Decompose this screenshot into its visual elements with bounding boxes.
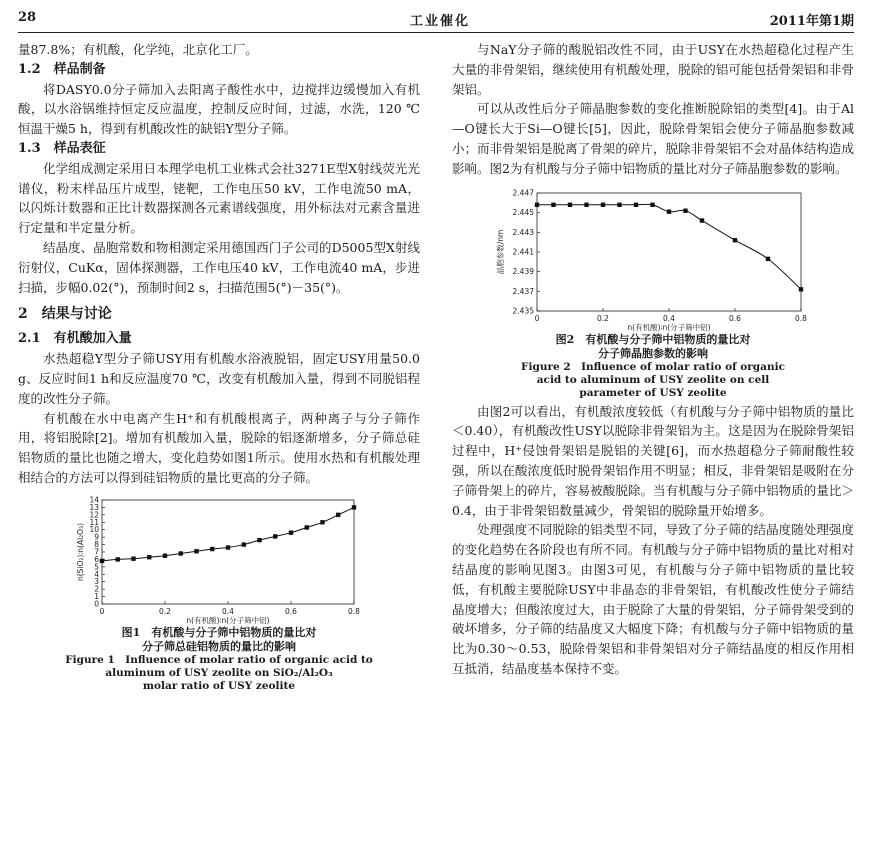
paragraph: 水热超稳Y型分子筛USY用有机酸水浴液脱铝，固定USY用量50.0 g、反应时间1 h和反应温度70 ℃，改变有机酸加入量，得到不同脱铝程度的改性分子筛。 — [18, 351, 420, 406]
y-tick-label: 2.441 — [512, 247, 534, 257]
y-tick-label: 7 — [94, 547, 99, 557]
y-tick-label: 10 — [89, 524, 99, 534]
series-line — [102, 507, 354, 560]
data-point — [535, 202, 539, 206]
figure-caption: 分子筛总硅铝物质的量比的影响 — [142, 639, 296, 653]
paragraph: 结晶度、晶胞常数和物相测定采用德国西门子公司的D5005型X射线衍射仪，CuKα，固体探测器，工作电压40 kV，工作电流40 mA，步进扫描，步幅0.02(°)，预制时间2 s，扫描范围5(°)－35(°)。 — [18, 239, 420, 295]
data-point — [799, 287, 803, 291]
y-tick-label: 2.435 — [512, 306, 534, 316]
data-point — [584, 202, 588, 206]
y-tick-label: 0 — [94, 599, 99, 609]
y-tick-label: 2.447 — [512, 188, 534, 198]
right-column — [452, 40, 854, 679]
y-tick-label: 9 — [94, 532, 99, 542]
figure-caption: parameter of USY zeolite — [579, 386, 727, 399]
x-axis-label: n(有机酸)∶n(分子筛中铝) — [186, 615, 270, 625]
data-point — [179, 551, 183, 555]
y-tick-label: 4 — [94, 569, 99, 579]
data-point — [683, 208, 687, 212]
data-point — [273, 534, 277, 538]
y-axis-label: n(SiO₂)∶n(Al₂O₃) — [76, 522, 85, 581]
section-heading: 1.3 样品表征 — [18, 140, 106, 156]
chart-axes — [495, 188, 807, 332]
data-point — [667, 209, 671, 213]
data-point — [650, 202, 654, 206]
data-point — [210, 547, 214, 551]
paragraph: 量87.8%；有机酸，化学纯，北京化工厂。 — [18, 42, 258, 57]
y-tick-label: 3 — [94, 576, 99, 586]
data-point — [617, 202, 621, 206]
section-heading: 2.1 有机酸加入量 — [18, 331, 132, 347]
y-tick-label: 1 — [94, 591, 99, 601]
data-point — [320, 520, 324, 524]
data-point — [766, 256, 770, 260]
y-tick-label: 2.443 — [512, 227, 534, 237]
figure-caption: 分子筛晶胞参数的影响 — [598, 346, 708, 360]
data-point — [336, 512, 340, 516]
y-tick-label: 14 — [89, 495, 99, 505]
y-tick-label: 2.437 — [512, 286, 534, 296]
data-point — [568, 202, 572, 206]
y-tick-label: 6 — [94, 554, 99, 564]
data-point — [601, 202, 605, 206]
header-rule — [18, 32, 854, 33]
data-point — [147, 555, 151, 559]
x-tick-label: 0.4 — [222, 606, 234, 616]
y-tick-label: 12 — [89, 510, 99, 520]
x-tick-label: 0.6 — [285, 606, 297, 616]
x-axis-label: n(有机酸)∶n(分子筛中铝) — [627, 322, 711, 332]
x-tick-label: 0 — [534, 313, 540, 323]
data-point — [289, 530, 293, 534]
x-tick-label: 0.8 — [795, 313, 807, 323]
y-axis-label: 晶胞参数/nm — [496, 229, 505, 274]
x-tick-label: 0.4 — [663, 313, 675, 323]
figure-caption: aluminum of USY zeolite on SiO₂/Al₂O₃ — [105, 666, 333, 679]
data-point — [116, 557, 120, 561]
y-tick-label: 2.439 — [512, 266, 534, 276]
data-point — [305, 525, 309, 529]
series-line — [537, 204, 801, 289]
x-tick-label: 0.6 — [729, 313, 741, 323]
journal-name: 工业催化 — [410, 14, 471, 29]
figure-caption: molar ratio of USY zeolite — [142, 679, 296, 692]
y-tick-label: 2 — [94, 584, 99, 594]
figure-caption: acid to aluminum of USY zeolite on cell — [536, 373, 770, 386]
data-point — [733, 238, 737, 242]
paragraph: 可以从改性后分子筛晶胞参数的变化推断脱除铝的类型[4]。由于Al—O键长大于Si—O键长[5]，因此，脱除骨架铝会使分子筛晶胞参数减小；而非骨架铝是脱离了骨架的碎片，脱除非骨架铝不会对晶体结构造成影响。图2为有机酸与分子筛中铝物质的量比对分子筛晶胞参数的影响。 — [452, 101, 854, 176]
paragraph: 化学组成测定采用日本理学电机工业株式会社3271E型X射线荧光光谱仪，粉末样品压片成型，铑靶，工作电压50 kV，工作电流50 mA，以闪烁计数器和正比计数器探测各元素谱线强度，用外标法对元素含量进行定量和半定量分析。 — [18, 160, 420, 236]
figure-caption: Figure 1 Influence of molar ratio of organic acid to — [65, 653, 373, 666]
figure-2-chart — [493, 185, 813, 333]
data-point — [100, 558, 104, 562]
paragraph: 有机酸在水中电离产生H⁺和有机酸根离子，两种离子与分子筛作用，将铝脱除[2]。增加有机酸加入量，脱除的铝逐渐增多，分子筛总硅铝物质的量比也随之增大，变化趋势如图1所示。使用水热和有机酸处理相结合的方法可以得到硅铝物质的量比更高的分子筛。 — [18, 410, 420, 485]
data-point — [352, 505, 356, 509]
section-heading: 1.2 样品制备 — [18, 61, 106, 77]
figure-caption: 图2 有机酸与分子筛中铝物质的量比对 — [555, 332, 751, 346]
x-tick-label: 0 — [99, 606, 105, 616]
data-point — [634, 202, 638, 206]
data-point — [163, 553, 167, 557]
figure-2 — [452, 185, 854, 400]
paragraph: 将DASY0.0分子筛加入去阳离子酸性水中，边搅拌边缓慢加入有机酸，以水浴锅维持恒定反应温度，控制反应时间，过滤，水洗，120 ℃恒温干燥5 h，得到有机酸改性的缺铝Y型分子筛。 — [18, 81, 420, 137]
paragraph: 与NaY分子筛的酸脱铝改性不同，由于USY在水热超稳化过程产生大量的非骨架铝，继续使用有机酸处理，脱除的铝可能包括骨架铝和非骨架铝。 — [452, 42, 854, 97]
y-tick-label: 5 — [94, 562, 99, 572]
data-point — [131, 556, 135, 560]
y-tick-label: 13 — [89, 502, 99, 512]
data-point — [194, 549, 198, 553]
data-point — [257, 538, 261, 542]
data-point — [226, 545, 230, 549]
page-number: 28 — [18, 10, 37, 25]
page-header — [18, 8, 854, 30]
plot-frame — [102, 500, 354, 604]
y-tick-label: 8 — [94, 539, 99, 549]
figure-1 — [18, 494, 420, 693]
figure-caption: Figure 2 Influence of molar ratio of organic — [521, 360, 785, 373]
figure-caption: 图1 有机酸与分子筛中铝物质的量比对 — [121, 625, 317, 639]
paragraph: 由图2可以看出，有机酸浓度较低（有机酸与分子筛中铝物质的量比＜0.40），有机酸改性USY以脱除非骨架铝为主。这是因为在脱除骨架铝过程中，H⁺侵蚀骨架铝是脱铝的关键[6]，而水热超稳分子筛耐酸性较强，所以在酸浓度低时脱骨架铝作用不明显；相反，非骨架铝是吸附在分子筛骨架上的碎片，容易被酸脱除。当有机酸与分子筛中铝物质的量比＞0.4，由于非骨架铝数量减少，骨架铝的脱除量开始增多。 — [452, 403, 854, 518]
left-column — [18, 40, 420, 695]
x-tick-label: 0.2 — [159, 606, 171, 616]
figure-1-chart — [74, 494, 364, 626]
data-point — [551, 202, 555, 206]
paragraph: 处理强度不同脱除的铝类型不同，导致了分子筛的结晶度随处理强度的变化趋势在各阶段也有所不同。有机酸与分子筛中铝物质的量比对相对结晶度的影响见图3。由图3可见，有机酸与分子筛中铝物质的量比较低，有机酸主要脱除USY中非晶态的非骨架铝，有机酸改性使分子筛结晶度增大；但酸浓度过大，由于脱除了大量的骨架铝，分子筛骨架受到的破坏增多，分子筛的结晶度又大幅度下降；有机酸与分子筛中铝物质的量比为0.30～0.53，脱除骨架铝和非骨架铝对分子筛结晶度的相反作用相互抵消，结晶度基本保持不变。 — [452, 522, 854, 676]
section-heading: 2 结果与讨论 — [18, 306, 112, 323]
y-tick-label: 2.445 — [512, 207, 534, 217]
data-point — [242, 542, 246, 546]
y-tick-label: 11 — [89, 517, 99, 527]
data-point — [700, 218, 704, 222]
x-tick-label: 0.8 — [348, 606, 360, 616]
x-tick-label: 0.2 — [597, 313, 609, 323]
issue-info: 2011年第1期 — [769, 14, 854, 29]
